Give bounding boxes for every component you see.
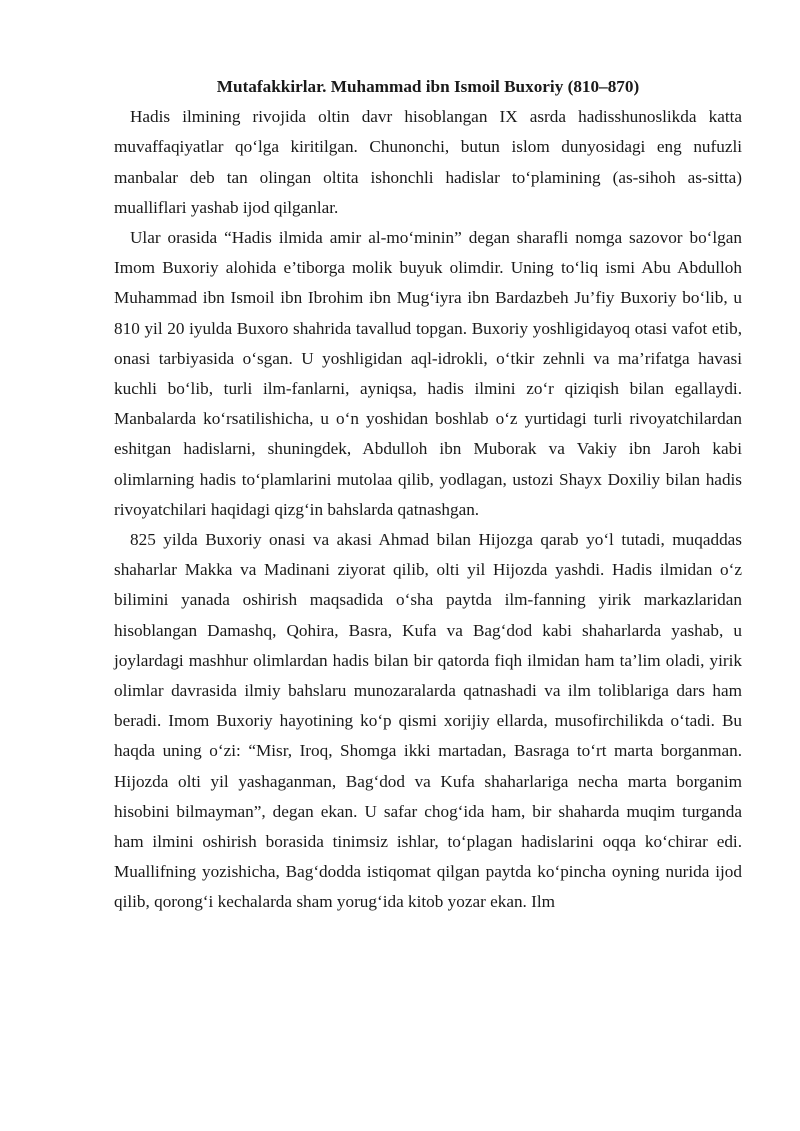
document-page (114, 72, 742, 918)
page-title: Mutafakkirlar. Muhammad ibn Ismoil Buxoriy (810–870) (216, 77, 640, 96)
paragraph-1: Hadis ilmining rivojida oltin davr hisoblangan IX asrda hadisshunoslikda katta muvaffaqiyatlar qo‘lga kiritilgan. Chunonchi, butun islom dunyosidagi eng nufuzli manbalar deb tan olingan oltita ishonchli hadislar to‘plamining (as-sihoh as-sitta) mualliflari yashab ijod qilganlar. (114, 107, 742, 217)
paragraph-2: Ular orasida “Hadis ilmida amir al-mo‘minin” degan sharafli nomga sazovor bo‘lgan Imom Buxoriy alohida e’tiborga molik buyuk olimdir. Uning to‘liq ismi Abu Abdulloh Muhammad ibn Ismoil ibn Ibrohim ibn Mug‘iyra ibn Bardazbeh Ju’fiy Buxoriy bo‘lib, u 810 yil 20 iyulda Buxoro shahrida tavallud topgan. Buxoriy yoshligidayoq otasi vafot etib, onasi tarbiyasida o‘sgan. U yoshligidan aql-idrokli, o‘tkir zehnli va ma’rifatga havasi kuchli bo‘lib, turli ilm-fanlarni, ayniqsa, hadis ilmini zo‘r qiziqish bilan egallaydi. Manbalarda ko‘rsatilishicha, u o‘n yoshidan boshlab o‘z yurtidagi turli rivoyatchilardan eshitgan hadislarni, shuningdek, Abdulloh ibn Muborak va Vakiy ibn Jaroh kabi olimlarning hadis to‘plamlarini mutolaa qilib, yodlagan, ustozi Shayx Doxiliy bilan hadis rivoyatchilari haqidagi qizg‘in bahslarda qatnashgan. (114, 228, 742, 519)
paragraph-3: 825 yilda Buxoriy onasi va akasi Ahmad bilan Hijozga qarab yo‘l tutadi, muqaddas shaharlar Makka va Madinani ziyorat qilib, olti yil Hijozda yashdi. Hadis ilmidan o‘z bilimini yanada oshirish maqsadida o‘sha paytda ilm-fanning yirik markazlaridan hisoblangan Damashq, Qohira, Basra, Kufa va Bag‘dod kabi shaharlarda yashab, u joylardagi mashhur olimlardan hadis bilan bir qatorda fiqh ilmidan ham ta’lim oladi, yirik olimlar davrasida ilmiy bahslaru munozaralarda qatnashadi va ilm toliblariga dars ham beradi. Imom Buxoriy hayotining ko‘p qismi xorijiy ellarda, musofirchilikda o‘tadi. Bu haqda uning o‘zi: “Misr, Iroq, Shomga ikki martadan, Basraga to‘rt marta borganman. Hijozda olti yil yashaganman, Bag‘dod va Kufa shaharlariga necha marta borganim hisobini bilmayman”, degan ekan. U safar chog‘ida ham, bir shaharda muqim turganda ham ilmini oshirish borasida tinimsiz ishlar, to‘plagan hadislarini oqqa ko‘chirar edi. Muallifning yozishicha, Bag‘dodda istiqomat qilgan paytda ko‘pincha oyning nurida ijod qilib, qorong‘i kechalarda sham yorug‘ida kitob yozar ekan. Ilm (114, 530, 742, 912)
